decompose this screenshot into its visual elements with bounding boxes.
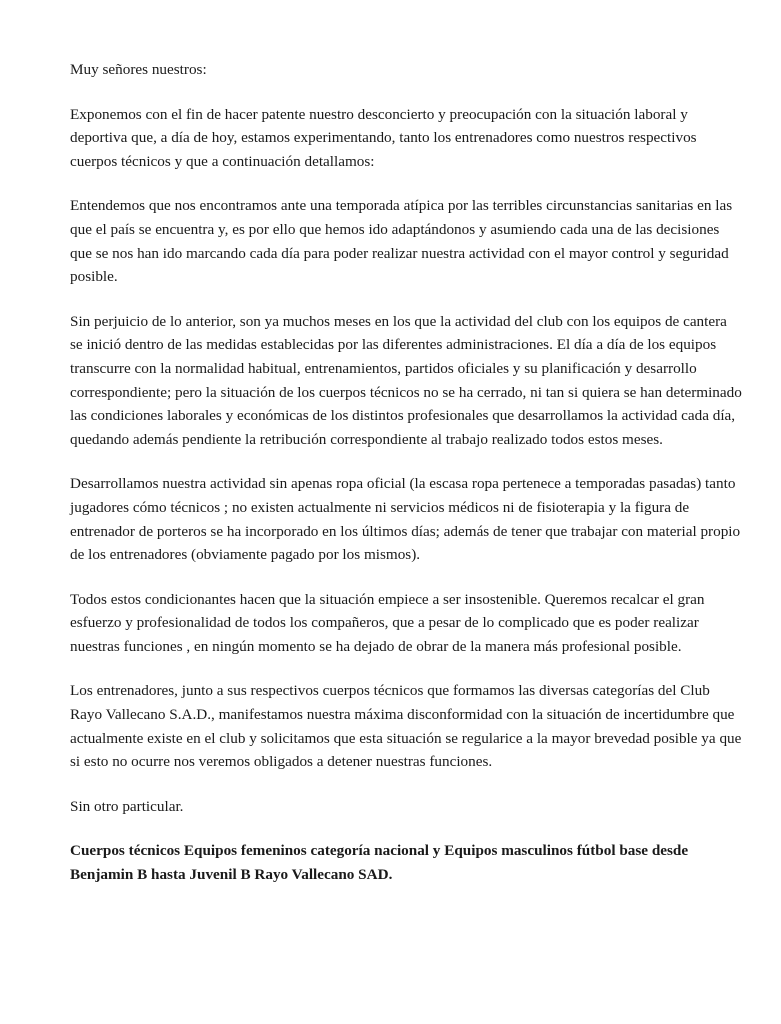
- paragraph-conditions: Todos estos condicionantes hacen que la situación empiece a ser insostenible. Queremos recalcar el gran esfuerzo y profesionalidad de todos los compañeros, que a pesar de lo complicado que es poder realizar nuestras funciones , en ningún momento se ha dejado de obrar de la manera más profesional posible.: [70, 590, 705, 655]
- paragraph-resources: Desarrollamos nuestra actividad sin apenas ropa oficial (la escasa ropa pertenece a temporadas pasadas) tanto jugadores cómo técnicos ; no existen actualmente ni servicios médicos ni de fisioterapia y la figura de entrenador de porteros se ha incorporado en los últimos días; además de tener que trabajar con material propio de los entrenadores (obviamente pagado por los mismos).: [70, 475, 741, 564]
- paragraph-situation: Sin perjuicio de lo anterior, son ya muchos meses en los que la actividad del club con los equipos de cantera se inició dentro de las medidas establecidas por las diferentes administraciones. El día a día de los equipos transcurre con la normalidad habitual, entrenamientos, partidos oficiales y su planificación y desarrollo correspondiente; pero la situación de los cuerpos técnicos no se ha cerrado, ni tan si quiera se han determinado las condiciones laborales y económicas de los distintos profesionales que desarrollamos la actividad cada día, quedando además pendiente la retribución correspondiente al trabajo realizado todos estos meses.: [70, 312, 742, 448]
- paragraph-demand: Los entrenadores, junto a sus respectivos cuerpos técnicos que formamos las diversas categorías del Club Rayo Vallecano S.A.D., manifestamos nuestra máxima disconformidad con la situación de incertidumbre que actualmente existe en el club y solicitamos que esta situación se regularice a la mayor brevedad posible ya que si esto no ocurre nos veremos obligados a detener nuestras funciones.: [70, 682, 742, 771]
- signature: Cuerpos técnicos Equipos femeninos categoría nacional y Equipos masculinos fútbol base desde Benjamin B hasta Juvenil B Rayo Vallecano SAD.: [70, 842, 689, 884]
- letter-document: [70, 58, 742, 887]
- closing: Sin otro particular.: [70, 797, 184, 815]
- paragraph-intro: Exponemos con el fin de hacer patente nuestro desconcierto y preocupación con la situación laboral y deportiva que, a día de hoy, estamos experimentando, tanto los entrenadores como nuestros respectivos cuerpos técnicos y que a continuación detallamos:: [70, 105, 697, 170]
- paragraph-context: Entendemos que nos encontramos ante una temporada atípica por las terribles circunstancias sanitarias en las que el país se encuentra y, es por ello que hemos ido adaptándonos y asumiendo cada una de las decisiones que se nos han ido marcando cada día para poder realizar nuestra actividad con el mayor control y seguridad posible.: [70, 197, 733, 286]
- salutation: Muy señores nuestros:: [70, 61, 207, 78]
